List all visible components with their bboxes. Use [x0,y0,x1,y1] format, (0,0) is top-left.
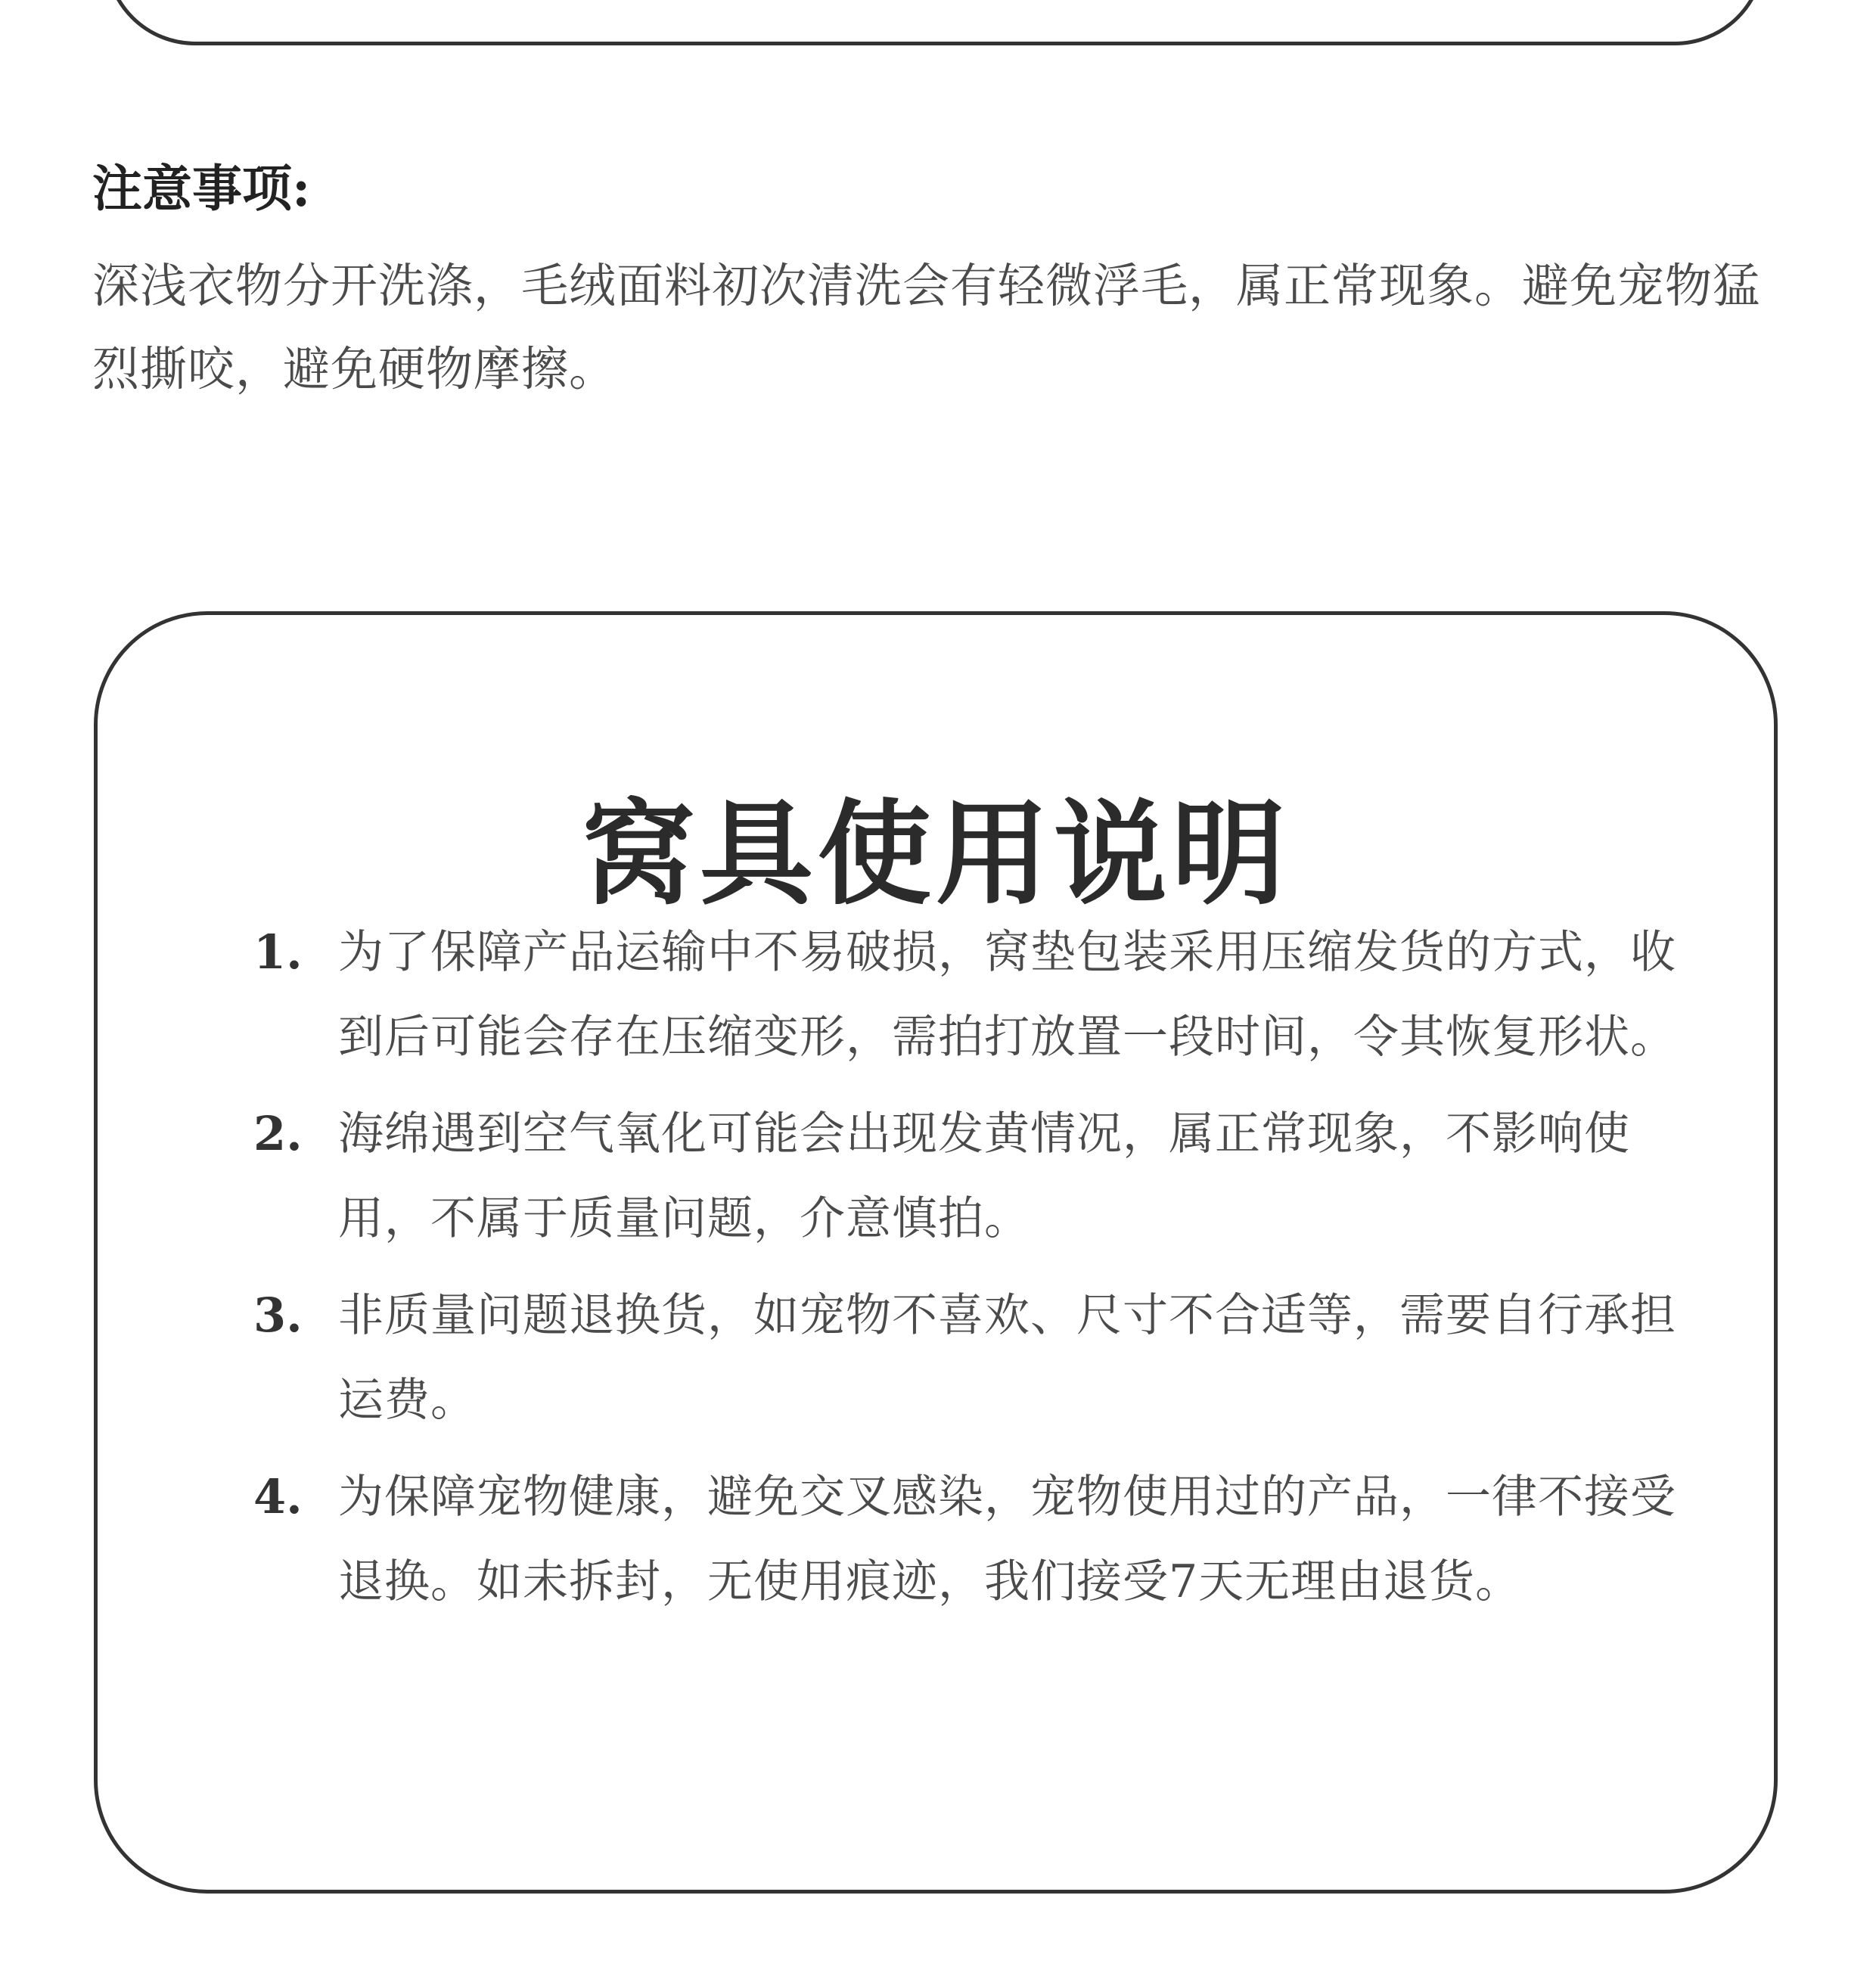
list-item [253,910,1706,1080]
list-item [253,1455,1706,1624]
list-item-text: 海绵遇到空气氧化可能会出现发黄情况，属正常现象，不影响使用，不属于质量问题，介意慎拍。 [338,1108,1630,1245]
usage-instructions-panel [94,611,1778,1894]
usage-instructions-title: 窝具使用说明 [581,787,1290,921]
care-notes-title: 注意事项: [92,159,311,218]
previous-section-frame [104,0,1766,45]
list-item [253,1092,1706,1261]
care-notes-body: 深浅衣物分开洗涤，毛绒面料初次清洗会有轻微浮毛，属正常现象。避免宠物猛烈撕咬，避免硬物摩擦。 [92,258,1761,397]
list-item-text: 为了保障产品运输中不易破损，窝垫包装采用压缩发货的方式，收到后可能会存在压缩变形，需拍打放置一段时间，令其恢复形状。 [338,926,1676,1064]
list-item-number: 1. [253,924,303,980]
list-item-text: 为保障宠物健康，避免交叉感染，宠物使用过的产品，一律不接受退换。如未拆封，无使用痕迹，我们接受7天无理由退货。 [338,1471,1676,1608]
list-item-text: 非质量问题退换货，如宠物不喜欢、尺寸不合适等，需要自行承担运费。 [338,1289,1676,1427]
list-item [253,1273,1706,1443]
list-item-number: 2. [253,1106,303,1161]
care-notes-section [92,159,1779,411]
usage-instructions-list [253,910,1706,1636]
list-item-number: 3. [253,1288,303,1343]
list-item-number: 4. [253,1469,303,1524]
